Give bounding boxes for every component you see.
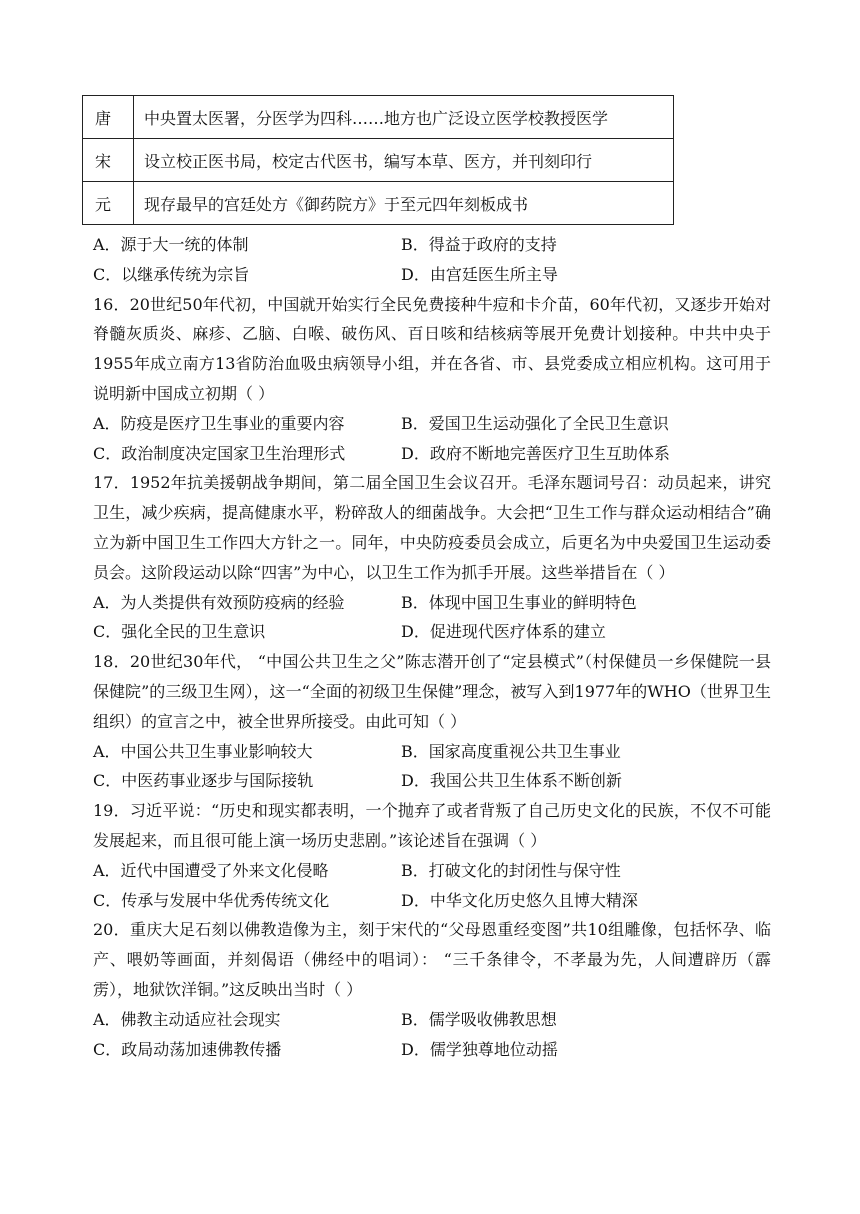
- q19-options-row-1: [93, 856, 771, 886]
- description-cell: 设立校正医书局，校定古代医书，编写本草、医方，并刊刻印行: [134, 139, 674, 182]
- q19-option-d: D．中华文化历史悠久且博大精深: [401, 890, 638, 910]
- q18-option-c: C．中医药事业逐步与国际接轨: [93, 771, 314, 791]
- q15-option-b: B．得益于政府的支持: [401, 235, 557, 254]
- description-cell: 现存最早的宫廷处方《御药院方》于至元四年刻板成书: [134, 182, 674, 225]
- q18-option-d: D．我国公共卫生体系不断创新: [401, 771, 622, 791]
- description-cell: 中央置太医署，分医学为四科……地方也广泛设立医学校教授医学: [134, 96, 674, 139]
- table-row: [83, 139, 674, 182]
- q17-options-row-1: [93, 588, 771, 618]
- q20-option-d: D．儒学独尊地位动摇: [401, 1039, 558, 1059]
- q16-stem: 16．20世纪50年代初，中国就开始实行全民免费接种牛痘和卡介苗，60年代初，又逐步开始对脊髓灰质炎、麻疹、乙脑、白喉、破伤风、百日咳和结核病等展开免费计划接种。中共中央于1955年成立南方13省防治血吸虫病领导小组，并在各省、市、县党委成立相应机构。这可用于说明新中国成立初期（ ）: [93, 294, 771, 403]
- q16-options-row-2: [93, 439, 771, 469]
- q20-option-b: B．儒学吸收佛教思想: [401, 1009, 557, 1029]
- q18-option-b: B．国家高度重视公共卫生事业: [401, 741, 621, 761]
- q17-option-c: C．强化全民的卫生意识: [93, 622, 266, 642]
- q20-options-row-2: [93, 1035, 771, 1065]
- q20-options-row-1: [93, 1005, 771, 1035]
- table-row: [83, 96, 674, 139]
- q15-option-c: C．以继承传统为宗旨: [93, 264, 250, 284]
- q17-stem: 17．1952年抗美援朝战争期间，第二届全国卫生会议召开。毛泽东题词号召：动员起来，讲究卫生，减少疾病，提高健康水平，粉碎敌人的细菌战争。大会把“卫生工作与群众运动相结合”确立为新中国卫生工作四大方针之一。同年，中央防疫委员会成立，后更名为中央爱国卫生运动委员会。这阶段运动以除“四害”为中心，以卫生工作为抓手开展。这些举措旨在（ ）: [93, 473, 771, 582]
- q17-options-row-2: [93, 617, 771, 647]
- q17-option-b: B．体现中国卫生事业的鲜明特色: [401, 592, 637, 612]
- q20-stem: 20．重庆大足石刻以佛教造像为主，刻于宋代的“父母恩重经变图”共10组雕像，包括怀孕、临产、喂奶等画面，并刻偈语（佛经中的唱词）： “三千条律令，不孝最为先，人间遭辟历（霹雳），地狱饮洋铜。”这反映出当时（ ）: [93, 920, 771, 999]
- q15-option-d: D．由宫廷医生所主导: [401, 264, 558, 284]
- q20-option-a: A．佛教主动适应社会现实: [93, 1009, 281, 1029]
- q18-option-a: A．中国公共卫生事业影响较大: [93, 741, 313, 761]
- q19-option-b: B．打破文化的封闭性与保守性: [401, 860, 621, 880]
- q15-option-a: A．源于大一统的体制: [93, 235, 249, 254]
- q16-options-row-1: [93, 409, 771, 439]
- q16-option-d: D．政府不断地完善医疗卫生互助体系: [401, 443, 670, 463]
- q15-options-row-1: [93, 230, 771, 260]
- dynasty-cell: 宋: [83, 139, 134, 182]
- q19-options-row-2: [93, 886, 771, 916]
- q18-stem: 18．20世纪30年代， “中国公共卫生之父”陈志潜开创了“定县模式”（村保健员一乡保健院一县保健院”的三级卫生网），这一“全面的初级卫生保健”理念，被写入到1977年的WHO（世界卫生组织）的宣言之中，被全世界所接受。由此可知（ ）: [93, 652, 771, 731]
- dynasty-cell: 元: [83, 182, 134, 225]
- q16-option-c: C．政治制度决定国家卫生治理形式: [93, 443, 346, 463]
- q15-options-row-2: [93, 260, 771, 290]
- q19-option-c: C．传承与发展中华优秀传统文化: [93, 890, 330, 910]
- question-list: [93, 230, 771, 1064]
- dynasty-cell: 唐: [83, 96, 134, 139]
- q16-option-a: A．防疫是医疗卫生事业的重要内容: [93, 413, 345, 433]
- q19-stem: 19．习近平说：“历史和现实都表明，一个抛弃了或者背叛了自己历史文化的民族，不仅不可能发展起来，而且很可能上演一场历史悲剧。”该论述旨在强调（ ）: [93, 801, 771, 850]
- q20-option-c: C．政局动荡加速佛教传播: [93, 1039, 282, 1059]
- q16-option-b: B．爱国卫生运动强化了全民卫生意识: [401, 413, 669, 433]
- q19-option-a: A．近代中国遭受了外来文化侵略: [93, 860, 329, 880]
- q18-options-row-2: [93, 766, 771, 796]
- q18-options-row-1: [93, 737, 771, 767]
- q17-option-a: A．为人类提供有效预防疫病的经验: [93, 592, 345, 612]
- q17-option-d: D．促进现代医疗体系的建立: [401, 622, 606, 642]
- dynasty-medicine-table: [82, 95, 674, 225]
- table-row: [83, 182, 674, 225]
